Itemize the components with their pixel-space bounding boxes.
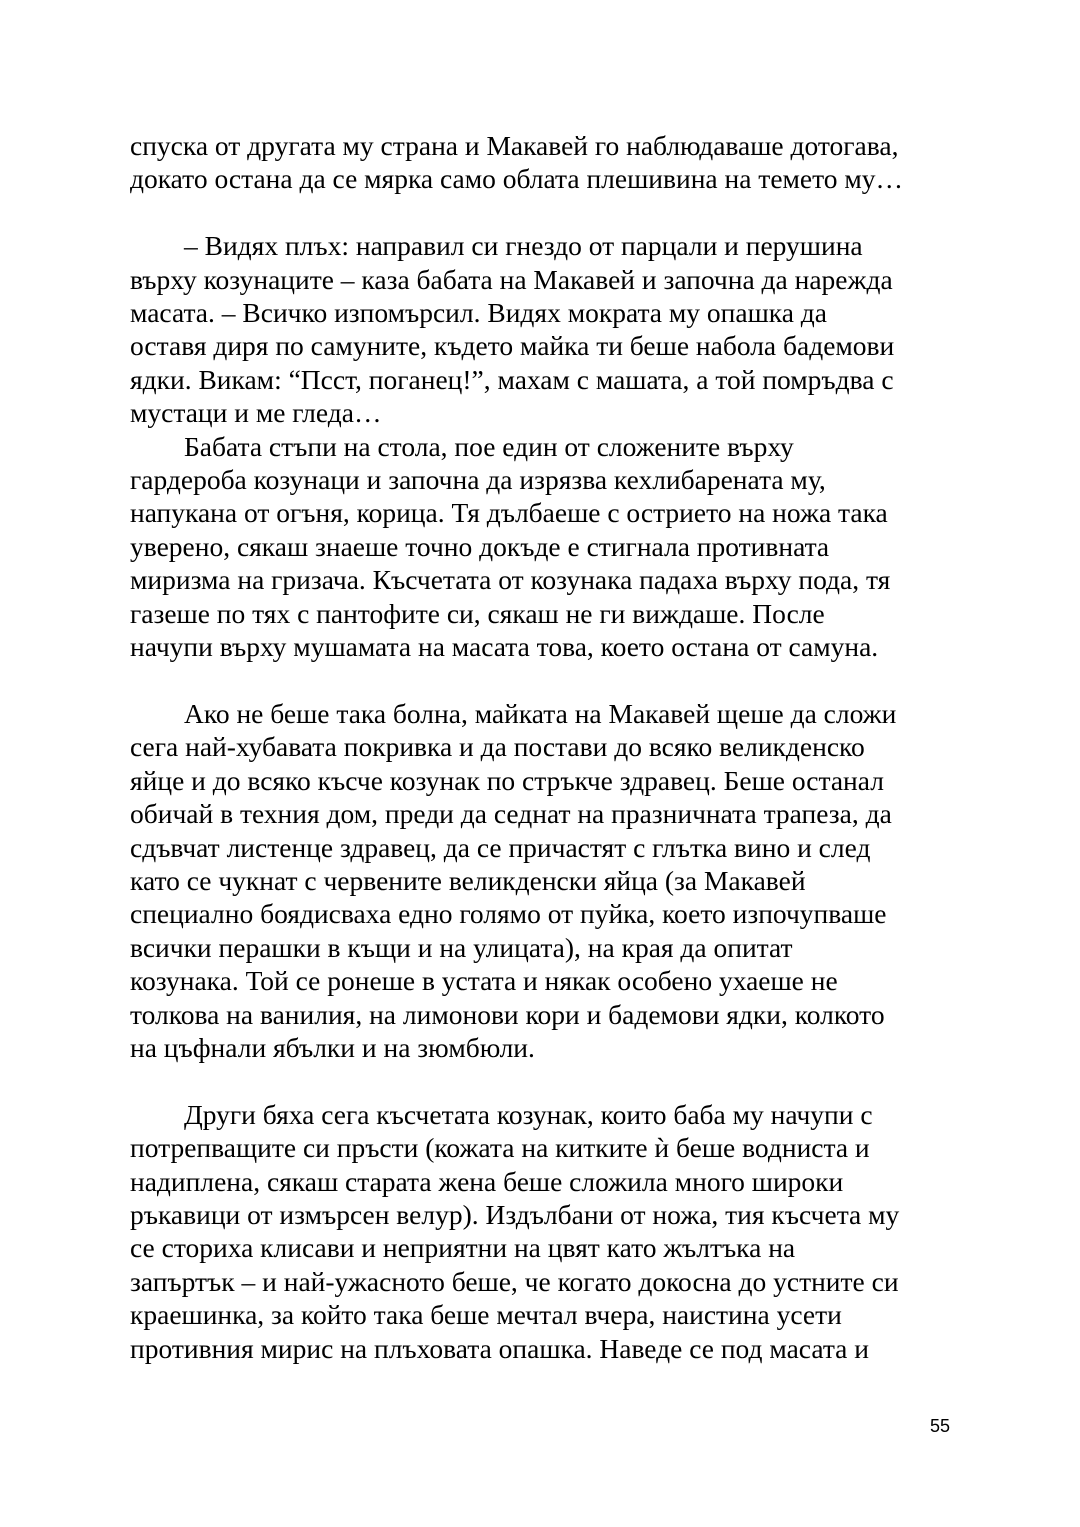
text-line: краешинка, за който така беше мечтал вчера, наистина усети [130, 1299, 842, 1331]
text-line: ядки. Викам: “Псст, поганец!”, махам с машата, а той помръдва с [130, 363, 894, 395]
text-line: като се чукнат с червените великденски яйца (за Макавей [130, 864, 806, 896]
text-line: мустаци и ме гледа… [130, 397, 382, 429]
text-line: върху козунаците – каза бабата на Макавей и започна да нарежда [130, 263, 893, 295]
body-text [130, 129, 960, 1365]
text-line: – Видях плъх: направил си гнездо от парцали и перушина [184, 230, 863, 262]
text-line: Други бяха сега късчетата козунак, които баба му начупи с [184, 1098, 873, 1130]
text-line: надиплена, сякаш старата жена беше сложила много широки [130, 1165, 844, 1197]
paragraph-gap [130, 196, 960, 229]
text-line: толкова на ванилия, на лимонови кори и бадемови ядки, колкото [130, 998, 885, 1030]
text-line: специално боядисваха едно голямо от пуйка, което изпочупваше [130, 898, 887, 930]
text-line: сега най-хубавата покривка и да постави до всяко великденско [130, 731, 865, 763]
text-line: начупи върху мушамата на масата това, което остана от самуна. [130, 631, 879, 663]
text-line: оставя диря по самуните, където майка ти беше набола бадемови [130, 330, 895, 362]
text-line: яйце и до всяко късче козунак по стръкче здравец. Беше останал [130, 764, 884, 796]
text-line: всички перашки в къщи и на улицата), на края да опитат [130, 931, 793, 963]
text-line: потрепващите си пръсти (кожата на китките ѝ беше водниста и [130, 1132, 870, 1164]
text-line: напукана от огъня, корица. Тя дълбаеше с острието на ножа така [130, 497, 888, 529]
text-line: запъртък – и най-ужасното беше, че когато докосна до устните си [130, 1265, 899, 1297]
text-line: козунака. Той се ронеше в устата и някак особено ухаеше не [130, 965, 838, 997]
text-line: противния мирис на плъховата опашка. Наведе се под масата и [130, 1332, 869, 1364]
text-line: обичай в техния дом, преди да седнат на празничната трапеза, да [130, 798, 892, 830]
text-line: сдъвчат листенце здравец, да се причастят с глътка вино и след [130, 831, 871, 863]
text-line: Ако не беше така болна, майката на Макавей щеше да сложи [184, 697, 897, 729]
text-line: гардероба козунаци и започна да изрязва кехлибарената му, [130, 464, 826, 496]
text-line: ръкавици от измърсен велур). Издълбани от ножа, тия късчета му [130, 1198, 900, 1230]
text-line: газеше по тях с пантофите си, сякаш не ги виждаше. После [130, 597, 825, 629]
text-line: Бабата стъпи на стола, пое един от сложените върху [184, 430, 794, 462]
paragraph-gap [130, 1064, 960, 1097]
text-line: миризма на гризача. Късчетата от козунака падаха върху пода, тя [130, 564, 891, 596]
text-line: се сториха клисави и неприятни на цвят като жълтъка на [130, 1232, 796, 1264]
text-line: на цъфнали ябълки и на зюмбюли. [130, 1031, 535, 1063]
text-line: уверено, сякаш знаеше точно докъде е стигнала противната [130, 530, 830, 562]
page-number: 55 [930, 1416, 951, 1436]
text-line: спуска от другата му страна и Макавей го наблюдаваше дотогава, [130, 130, 899, 161]
text-line: масата. – Всичко изпомърсил. Видях мократа му опашка да [130, 297, 827, 329]
paragraph-gap [130, 663, 960, 696]
text-line: докато остана да се мярка само облата плешивина на темето му… [130, 163, 904, 195]
